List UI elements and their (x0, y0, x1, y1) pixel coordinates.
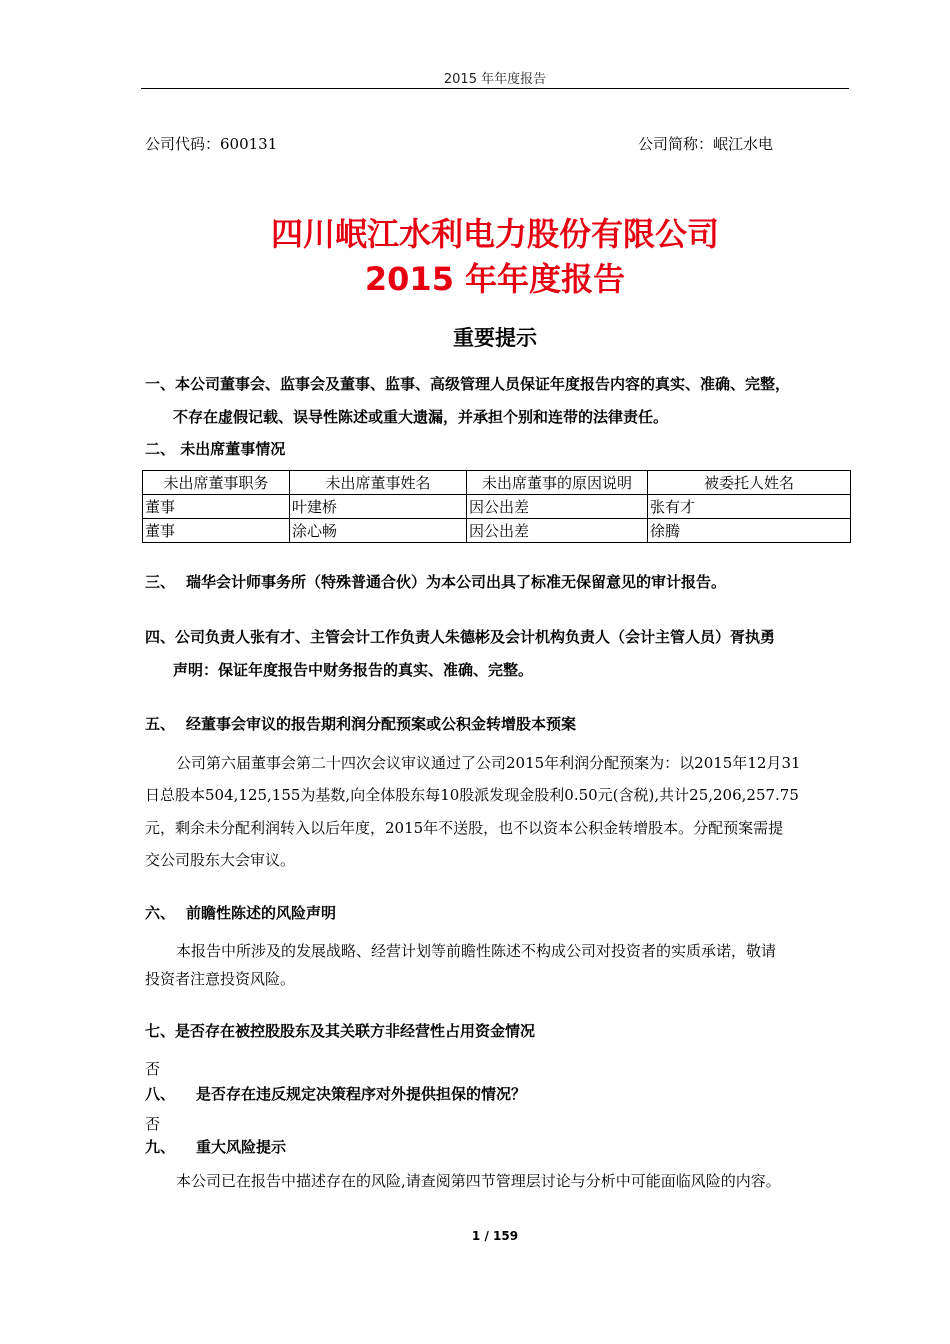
section-8-answer: 否 (145, 1115, 161, 1133)
section-3-text: 瑞华会计师事务所（特殊普通合伙）为本公司出具了标准无保留意见的审计报告。 (186, 573, 727, 591)
notice-heading: 重要提示 (453, 326, 537, 350)
table-cell: 董事 (143, 519, 290, 543)
table-cell: 张有才 (648, 495, 851, 519)
table-cell: 董事 (143, 495, 290, 519)
section-5-paragraph-line: 元，剩余未分配利润转入以后年度，2015年不送股，也不以资本公积金转增股本。分配预案需提 (145, 819, 784, 837)
section-5-paragraph-line: 公司第六届董事会第二十四次会议审议通过了公司2015年利润分配预案为：以2015年12月31 (176, 754, 801, 772)
company-short-name: 公司简称：岷江水电 (638, 135, 774, 153)
table-header-cell: 未出席董事姓名 (290, 471, 467, 495)
section-4-line-1: 四、公司负责人张有才、主管会计工作负责人朱德彬及会计机构负责人（会计主管人员）胥执勇 (145, 628, 776, 646)
section-7-answer: 否 (145, 1060, 161, 1078)
section-6-paragraph-line: 投资者注意投资风险。 (145, 970, 296, 988)
section-6-heading: 前瞻性陈述的风险声明 (186, 904, 337, 922)
table-cell: 因公出差 (467, 495, 648, 519)
section-8-label: 八、 (145, 1085, 176, 1103)
table-row (143, 495, 851, 519)
section-2-heading: 二、 未出席董事情况 (145, 440, 286, 458)
report-title: 2015 年年度报告 (364, 260, 626, 298)
section-6-label: 六、 (145, 904, 176, 922)
section-5-label: 五、 (145, 715, 176, 733)
table-cell: 叶建桥 (290, 495, 467, 519)
section-1-line-1: 一、本公司董事会、监事会及董事、监事、高级管理人员保证年度报告内容的真实、准确、完整， (145, 375, 791, 393)
table-cell: 徐腾 (648, 519, 851, 543)
section-9-heading: 重大风险提示 (196, 1138, 287, 1156)
header-divider (141, 88, 849, 89)
table-cell: 因公出差 (467, 519, 648, 543)
table-header-row (143, 471, 851, 495)
table-cell: 涂心畅 (290, 519, 467, 543)
company-title: 四川岷江水利电力股份有限公司 (270, 215, 719, 253)
section-8-heading: 是否存在违反规定决策程序对外提供担保的情况？ (196, 1085, 527, 1103)
absent-directors-table (142, 470, 851, 543)
section-7-heading: 七、是否存在被控股股东及其关联方非经营性占用资金情况 (145, 1022, 536, 1040)
table-row (143, 519, 851, 543)
table-header-cell: 未出席董事的原因说明 (467, 471, 648, 495)
section-5-heading: 经董事会审议的报告期利润分配预案或公积金转增股本预案 (186, 715, 577, 733)
table-header-cell: 被委托人姓名 (648, 471, 851, 495)
running-header: 2015 年年度报告 (443, 72, 547, 87)
section-5-paragraph-line: 交公司股东大会审议。 (145, 851, 296, 869)
table-header-cell: 未出席董事职务 (143, 471, 290, 495)
section-4-line-2: 声明：保证年度报告中财务报告的真实、准确、完整。 (173, 661, 534, 679)
company-code: 公司代码：600131 (145, 135, 278, 153)
section-1-line-2: 不存在虚假记载、误导性陈述或重大遗漏，并承担个别和连带的法律责任。 (173, 408, 669, 426)
section-3-label: 三、 (145, 573, 176, 591)
section-9-label: 九、 (145, 1138, 176, 1156)
section-9-paragraph: 本公司已在报告中描述存在的风险,请查阅第四节管理层讨论与分析中可能面临风险的内容。 (176, 1172, 781, 1190)
page-number: 1 / 159 (471, 1229, 519, 1243)
section-6-paragraph-line: 本报告中所涉及的发展战略、经营计划等前瞻性陈述不构成公司对投资者的实质承诺，敬请 (176, 942, 777, 960)
section-5-paragraph-line: 日总股本504,125,155为基数,向全体股东每10股派发现金股利0.50元(含税),共计25,206,257.75 (145, 786, 799, 804)
